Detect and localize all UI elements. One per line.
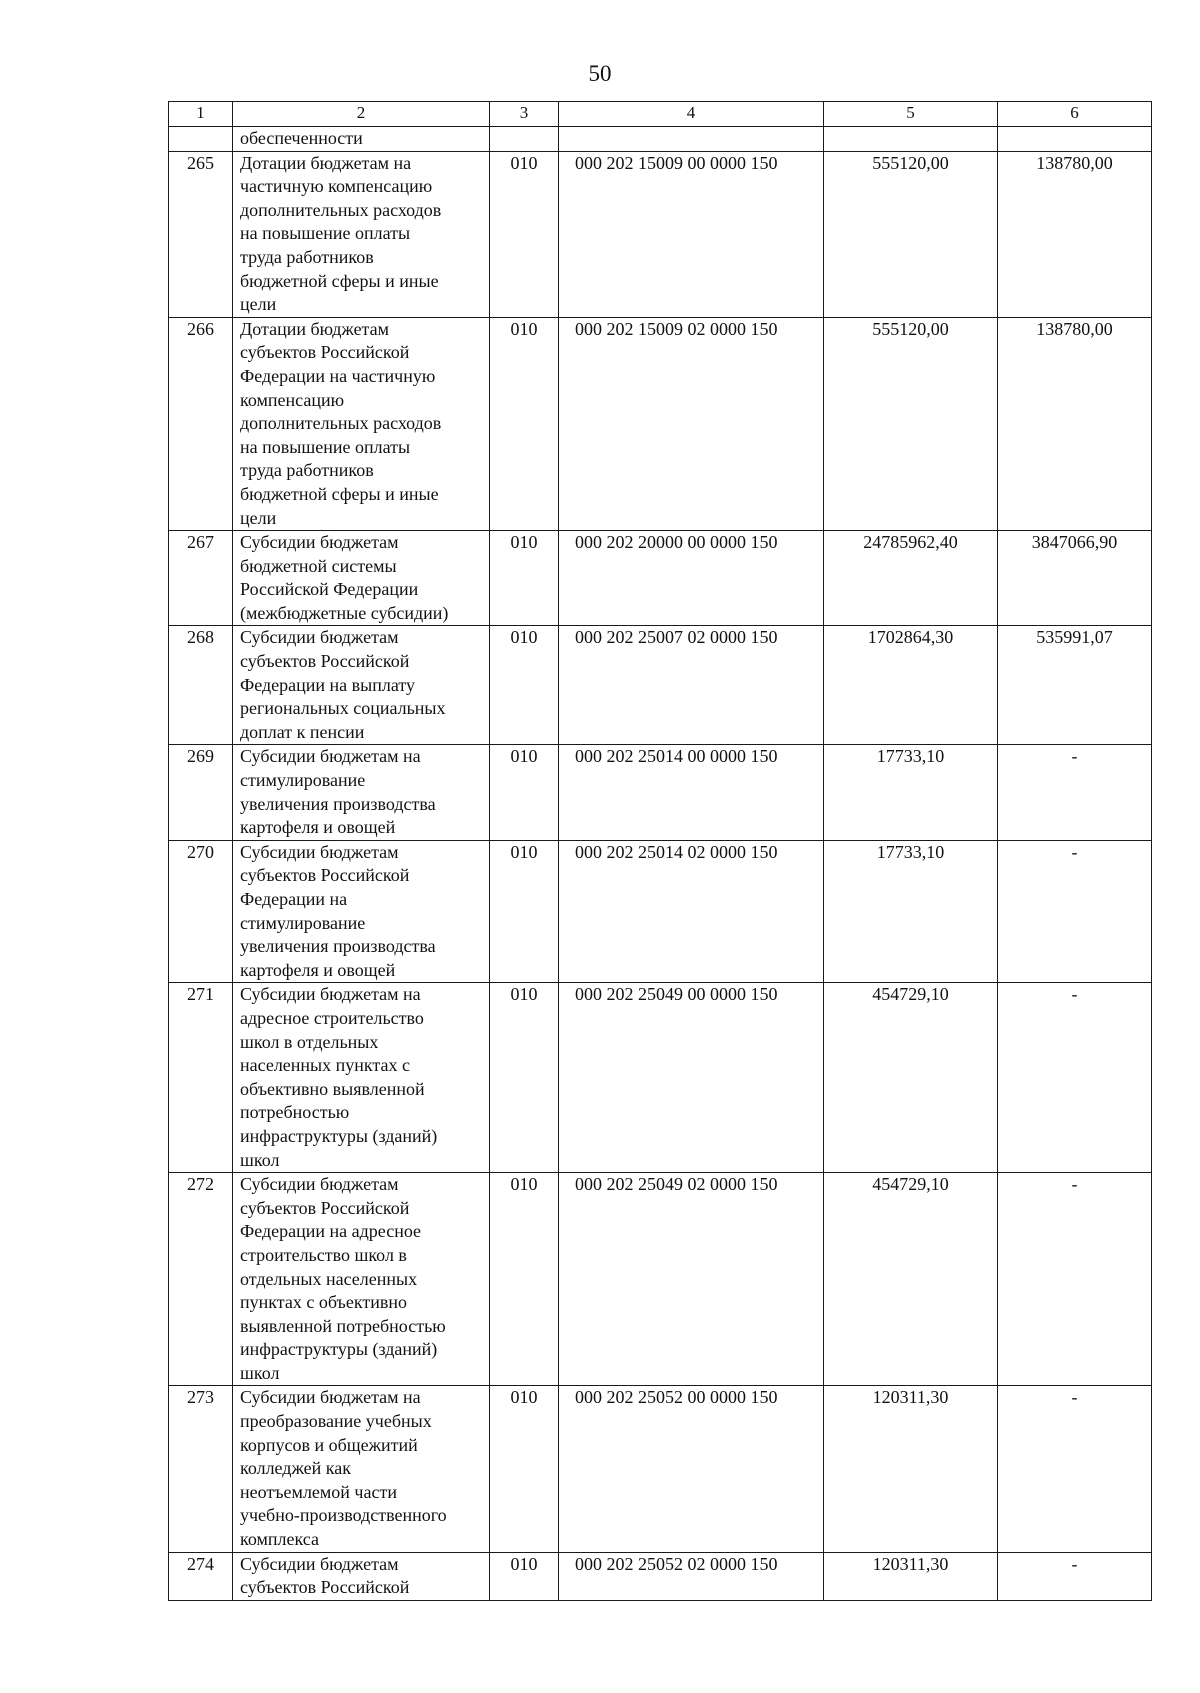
cell-num: 267 [169, 531, 233, 626]
cell-amount-2: - [998, 1552, 1152, 1600]
cell-admin: 010 [490, 1386, 559, 1552]
cell-admin: 010 [490, 1173, 559, 1386]
name-line: школ [240, 1362, 280, 1383]
cell-amount-1: 1702864,30 [824, 626, 998, 745]
name-line: инфраструктуры (зданий) [240, 1339, 438, 1360]
cell-code: 000 202 25049 02 0000 150 [559, 1173, 824, 1386]
cell-amount-1: 120311,30 [824, 1552, 998, 1600]
cell-num: 273 [169, 1386, 233, 1552]
name-line: дополнительных расходов [240, 413, 442, 434]
name-line: субъектов Российской [240, 1197, 410, 1218]
name-line: школ в отдельных [240, 1031, 379, 1052]
cell-amount-2: 3847066,90 [998, 531, 1152, 626]
cell-admin: 010 [490, 531, 559, 626]
cell-code: 000 202 15009 02 0000 150 [559, 317, 824, 530]
name-line: частичную компенсацию [240, 176, 433, 197]
table-row [169, 1552, 1152, 1600]
cell-code: 000 202 20000 00 0000 150 [559, 531, 824, 626]
continuation-row [169, 127, 1152, 152]
name-line: стимулирование [240, 912, 366, 933]
name-line: объективно выявленной [240, 1078, 425, 1099]
column-header: 1 [169, 102, 233, 127]
cell-name [233, 151, 490, 317]
column-header: 4 [559, 102, 824, 127]
cell-name [233, 1173, 490, 1386]
cell-num [169, 127, 233, 152]
cell-code: 000 202 15009 00 0000 150 [559, 151, 824, 317]
cell-amount-1: 17733,10 [824, 840, 998, 983]
name-line: труда работников [240, 460, 374, 481]
budget-revenue-table [168, 101, 1152, 1601]
name-line: цели [240, 294, 277, 315]
name-line: Субсидии бюджетам [240, 627, 399, 648]
name-line: Субсидии бюджетам [240, 1553, 399, 1574]
column-header: 6 [998, 102, 1152, 127]
table-row [169, 1386, 1152, 1552]
cell-code: 000 202 25052 00 0000 150 [559, 1386, 824, 1552]
name-line: колледжей как [240, 1458, 351, 1479]
name-line: Российской Федерации [240, 579, 419, 600]
name-line: стимулирование [240, 770, 366, 791]
name-line: Субсидии бюджетам [240, 1174, 399, 1195]
cell-name [233, 983, 490, 1173]
column-header: 3 [490, 102, 559, 127]
table-row [169, 840, 1152, 983]
cell-amount-1: 555120,00 [824, 151, 998, 317]
cell-num: 265 [169, 151, 233, 317]
name-line: Дотации бюджетам на [240, 152, 412, 173]
cell-num: 274 [169, 1552, 233, 1600]
cell-amount-2: 535991,07 [998, 626, 1152, 745]
name-line: корпусов и общежитий [240, 1434, 418, 1455]
name-line: Дотации бюджетам [240, 318, 390, 339]
name-line: субъектов Российской [240, 342, 410, 363]
cell-admin: 010 [490, 745, 559, 840]
name-line: цели [240, 507, 277, 528]
column-header: 5 [824, 102, 998, 127]
cell-name [233, 626, 490, 745]
cell-amount-2: 138780,00 [998, 151, 1152, 317]
cell-amount-2: - [998, 1386, 1152, 1552]
table-row [169, 1173, 1152, 1386]
name-line: бюджетной системы [240, 555, 397, 576]
name-line: Федерации на выплату [240, 674, 415, 695]
cell-admin: 010 [490, 317, 559, 530]
name-line: населенных пунктах с [240, 1055, 410, 1076]
name-line: обеспеченности [240, 128, 363, 148]
cell-name [233, 317, 490, 530]
cell-amount-2: - [998, 840, 1152, 983]
cell-admin [490, 127, 559, 152]
name-line: Субсидии бюджетам на [240, 984, 421, 1005]
name-line: труда работников [240, 246, 374, 267]
name-line: строительство школ в [240, 1244, 407, 1265]
name-line: компенсацию [240, 389, 345, 410]
cell-name [233, 745, 490, 840]
cell-amount-1: 24785962,40 [824, 531, 998, 626]
page-number: 50 [588, 61, 612, 86]
cell-admin: 010 [490, 983, 559, 1173]
cell-num: 269 [169, 745, 233, 840]
name-line: Субсидии бюджетам [240, 532, 399, 553]
name-line: Субсидии бюджетам на [240, 1387, 421, 1408]
cell-amount-1: 454729,10 [824, 983, 998, 1173]
name-line: доплат к пенсии [240, 721, 365, 742]
name-line: выявленной потребностью [240, 1315, 446, 1336]
cell-amount-1 [824, 127, 998, 152]
name-line: субъектов Российской [240, 865, 410, 886]
cell-num: 272 [169, 1173, 233, 1386]
cell-admin: 010 [490, 151, 559, 317]
name-line: (межбюджетные субсидии) [240, 602, 449, 623]
cell-amount-1: 120311,30 [824, 1386, 998, 1552]
name-line: Федерации на адресное [240, 1221, 422, 1242]
cell-amount-1: 555120,00 [824, 317, 998, 530]
cell-code: 000 202 25014 00 0000 150 [559, 745, 824, 840]
cell-num: 271 [169, 983, 233, 1173]
name-line: адресное строительство [240, 1007, 424, 1028]
cell-code [559, 127, 824, 152]
cell-name [233, 1552, 490, 1600]
table-row [169, 151, 1152, 317]
cell-amount-2: - [998, 745, 1152, 840]
cell-code: 000 202 25007 02 0000 150 [559, 626, 824, 745]
table-row [169, 745, 1152, 840]
column-header: 2 [233, 102, 490, 127]
table-row [169, 626, 1152, 745]
cell-amount-2: - [998, 1173, 1152, 1386]
name-line: на повышение оплаты [240, 436, 411, 457]
name-line: учебно-производственного [240, 1505, 447, 1526]
name-line: увеличения производства [240, 793, 436, 814]
name-line: региональных социальных [240, 698, 446, 719]
name-line: комплекса [240, 1529, 319, 1550]
cell-name [233, 1386, 490, 1552]
name-line: Федерации на частичную [240, 365, 436, 386]
name-line: отдельных населенных [240, 1268, 418, 1289]
cell-admin: 010 [490, 626, 559, 745]
name-line: картофеля и овощей [240, 817, 396, 838]
cell-name [233, 840, 490, 983]
name-line: школ [240, 1149, 280, 1170]
table-header-row [169, 102, 1152, 127]
name-line: бюджетной сферы и иные [240, 483, 439, 504]
name-line: субъектов Российской [240, 651, 410, 672]
cell-admin: 010 [490, 1552, 559, 1600]
cell-code: 000 202 25014 02 0000 150 [559, 840, 824, 983]
cell-code: 000 202 25052 02 0000 150 [559, 1552, 824, 1600]
cell-code: 000 202 25049 00 0000 150 [559, 983, 824, 1173]
table-row [169, 531, 1152, 626]
name-line: преобразование учебных [240, 1411, 432, 1432]
name-line: картофеля и овощей [240, 959, 396, 980]
cell-num: 270 [169, 840, 233, 983]
name-line: потребностью [240, 1102, 350, 1123]
cell-amount-2: 138780,00 [998, 317, 1152, 530]
cell-num: 266 [169, 317, 233, 530]
name-line: субъектов Российской [240, 1577, 410, 1598]
cell-amount-1: 454729,10 [824, 1173, 998, 1386]
cell-amount-2: - [998, 983, 1152, 1173]
table-row [169, 983, 1152, 1173]
name-line: бюджетной сферы и иные [240, 270, 439, 291]
name-line: дополнительных расходов [240, 199, 442, 220]
name-line: на повышение оплаты [240, 223, 411, 244]
cell-name [233, 127, 490, 152]
table-row [169, 317, 1152, 530]
name-line: Субсидии бюджетам на [240, 746, 421, 767]
cell-num: 268 [169, 626, 233, 745]
cell-admin: 010 [490, 840, 559, 983]
cell-amount-2 [998, 127, 1152, 152]
name-line: Федерации на [240, 889, 348, 909]
name-line: инфраструктуры (зданий) [240, 1125, 438, 1146]
cell-name [233, 531, 490, 626]
name-line: пунктах с объективно [240, 1292, 407, 1313]
cell-amount-1: 17733,10 [824, 745, 998, 840]
name-line: Субсидии бюджетам [240, 841, 399, 862]
name-line: неотъемлемой части [240, 1481, 397, 1502]
name-line: увеличения производства [240, 936, 436, 957]
